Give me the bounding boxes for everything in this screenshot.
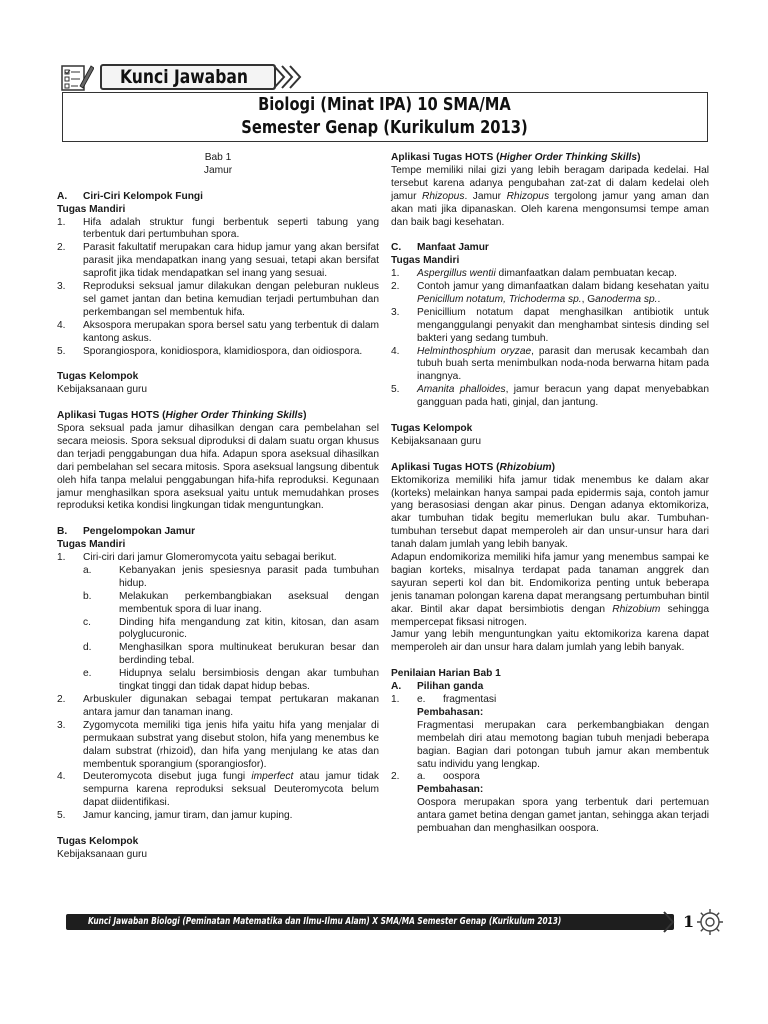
right-column xyxy=(391,152,709,836)
paragraph: Adapun endomikoriza memiliki hifa jamur yang menembus sampai ke bagian korteks, misalnya terdapat pada tanaman anggrek dan sayuran seperti kol dan bit. Endomikoriza penting untuk beberapa jenis tanaman polongan karena dapat merangsang pertumbuhan bintil akar. Bintil akar dapat bersimbiotis dengan Rhizobium sehingga mempercepat fiksasi nitrogen. xyxy=(391,552,709,628)
hots-heading: Aplikasi Tugas HOTS (Higher Order Thinking Skills) xyxy=(57,410,307,422)
explanation-label: Pembahasan: xyxy=(417,784,484,796)
list-item: 5. Jamur kancing, jamur tiram, dan jamur kuping. xyxy=(57,810,293,822)
sub-list-item: e. Hidupnya selalu bersimbiosis dengan akar tumbuhan tingkat tinggi dan tidak dapat hidup bebas. xyxy=(83,668,379,693)
paragraph: Ektomikoriza memiliki hifa jamur tidak menembus ke dalam akar (korteks) melainkan hanya sampai pada epidermis saja, contoh jamur yang berasosiasi dengan akar pinus. Dengan adanya ektomikoriza, akar tumbuhan tidak begitu memerlukan bulu akar. Tumbuhan-tumbuhan tersebut dapat memperoleh air dan unsur-unsur hara dari tanah dalam jumlah yang lebih banyak. xyxy=(391,474,709,551)
title-line-1: Biologi (Minat IPA) 10 SMA/MA xyxy=(257,95,511,115)
explanation-text: Fragmentasi merupakan cara perkembangbiakan dengan membelah diri atau memotong bagian tubuh menjadi beberapa bagian. Bagian dari potongan tubuh jamur akan membentuk satu individu yang lengkap. xyxy=(417,719,709,770)
chapter-title: Jamur xyxy=(203,164,233,176)
answer-item: 1. e. fragmentasi xyxy=(391,694,497,705)
hots-heading: Aplikasi Tugas HOTS (Rhizobium) xyxy=(391,461,555,473)
subheading: Tugas Kelompok xyxy=(57,835,139,847)
explanation-text: Oospora merupakan spora yang terbentuk dari pertemuan antara gamet betina dengan gamet jantan, sehingga akan terjadi pembuahan dan menghasilkan oospora. xyxy=(417,797,709,835)
list-item: 4. Helminthosphium oryzae, parasit dan merusak kecambah dan tubuh buah serta menimbulkan noda-noda berwarna hitam pada inangnya. xyxy=(391,345,709,383)
list-item: 5. Sporangiospora, konidiospora, klamidiospora, dan oidiospora. xyxy=(57,345,363,357)
list-item: 1. Ciri-ciri dari jamur Glomeromycota yaitu sebagai berikut. xyxy=(57,552,337,564)
list-item: 3. Penicillium notatum dapat menghasilkan antibiotik untuk menganggulangi penyakit dan menghambat sintesis dinding sel bakteri yang sedang tumbuh. xyxy=(391,306,709,344)
page-number: 1 xyxy=(683,912,695,931)
chapter-number: Bab 1 xyxy=(204,152,232,163)
sub-list-item: d. Menghasilkan spora multinukeat berukuran besar dan berdinding tebal. xyxy=(83,642,379,667)
answer-item: 2. a. oospora xyxy=(391,771,480,783)
subheading: Tugas Kelompok xyxy=(57,371,139,383)
sub-list-item: c. Dinding hifa mengandung zat kitin, kitosan, dan asam polyglucuronic. xyxy=(83,616,379,641)
title-line-2: Semester Genap (Kurikulum 2013) xyxy=(240,118,528,138)
left-column xyxy=(57,152,379,862)
hots-heading: Aplikasi Tugas HOTS (Higher Order Thinking Skills) xyxy=(391,152,641,163)
subheading: Tugas Mandiri xyxy=(57,203,126,215)
list-item: 2. Parasit fakultatif merupakan cara hidup jamur yang akan bersifat parasit jika mendapatkan inang yang sesuai, tetapi akan bersifat saprofit jika tidak mendapatkan sel inang yang sesuai. xyxy=(57,242,379,280)
footer-text: Kunci Jawaban Biologi (Peminatan Matematika dan Ilmu-Ilmu Alam) X SMA/MA Semester Genap (Kurikulum 2013) xyxy=(88,916,562,927)
section-heading: A. Pilihan ganda xyxy=(391,681,484,693)
section-heading: C. Manfaat Jamur xyxy=(391,242,489,254)
list-item: 2. Contoh jamur yang dimanfaatkan dalam bidang kesehatan yaitu Penicillum notatum, Trichoderma sp., Ganoderma sp.. xyxy=(391,281,709,305)
explanation-label: Pembahasan: xyxy=(417,706,484,718)
list-item: 3. Zygomycota memiliki tiga jenis hifa yaitu hifa yang menjalar di permukaan substrat yang disebut stolon, hifa yang menembus ke dalam substrat (rhizoid), dan hifa yang menjulang ke atas dan membentuk sporangium (sporangiosfor). xyxy=(57,719,379,770)
list-item: 1. Aspergillus wentii dimanfaatkan dalam pembuatan kecap. xyxy=(391,268,677,280)
subheading: Tugas Kelompok xyxy=(391,423,473,434)
list-item: 3. Reproduksi seksual jamur dilakukan dengan peleburan nukleus sel gamet jantan dan betina kemudian terjadi pertumbuhan dan perkembangan sel membentuk hifa. xyxy=(57,281,379,318)
checklist-pencil-icon xyxy=(60,62,94,92)
sub-list-item: b. Melakukan perkembangbiakan aseksual dengan membentuk spora di luar inang. xyxy=(83,590,379,615)
section-heading: B. Pengelompokan Jamur xyxy=(57,526,196,538)
paragraph: Jamur yang lebih menguntungkan yaitu ektomikoriza karena dapat memperoleh air dan unsur hara dalam jumlah yang lebih banyak. xyxy=(391,629,709,654)
list-item: 4. Aksospora merupakan spora bersel satu yang terbentuk di dalam kantong askus. xyxy=(57,319,379,344)
chevron-right-icon xyxy=(272,64,302,90)
header-banner-label: Kunci Jawaban xyxy=(120,66,248,88)
list-item: 5. Amanita phalloides, jamur beracun yang dapat menyebabkan gangguan pada hati, ginjal, dan jantung. xyxy=(391,384,709,409)
paragraph: Kebijaksanaan guru xyxy=(57,848,148,860)
paragraph: Kebijaksanaan guru xyxy=(391,435,482,447)
gear-icon xyxy=(694,906,726,938)
list-item: 1. Hifa adalah struktur fungi berbentuk seperti tabung yang terbentuk dari pertumbuhan spora. xyxy=(57,216,379,241)
list-item: 2. Arbuskuler digunakan sebagai tempat pertukaran makanan antara jamur dan tanaman inang. xyxy=(57,694,379,718)
paragraph: Tempe memiliki nilai gizi yang lebih beragam daripada kedelai. Hal tersebut karena adanya pengubahan zat-zat di dalam kedelai oleh jamur Rhizopus. Jamur Rhizopus tergolong jamur yang aman dan akan mati jika dipanaskan. Oleh karena mengonsumsi tempe aman dan baik bagi kesehatan. xyxy=(391,164,709,228)
paragraph: Spora seksual pada jamur dihasilkan dengan cara pembelahan sel secara meiosis. Spora seksual diproduksi di dalam suatu organ khusus dan terjadi penggabungan dua hifa. Adapun spora aseksual dihasilkan dari pembelahan sel secara mitosis. Spora aseksual langsung dibentuk oleh hifa tanpa melalui penggabungan hifa-hifa reproduksi. Kegunaan jamur menghasilkan spora aseksual yaitu untuk memudahkan proses reproduksi ketika kondisi lingkungan tidak menguntungkan. xyxy=(57,422,379,512)
sub-list-item: a. Kebanyakan jenis spesiesnya parasit pada tumbuhan hidup. xyxy=(83,564,379,589)
paragraph: Kebijaksanaan guru xyxy=(57,384,148,396)
list-item: 4. Deuteromycota disebut juga fungi imperfect atau jamur tidak sempurna karena reproduksi seksual Deuteromycota belum dapat diidentifikasi. xyxy=(57,771,379,809)
subheading: Tugas Mandiri xyxy=(57,539,126,551)
section-heading: A. Ciri-Ciri Kelompok Fungi xyxy=(57,190,203,202)
subheading: Tugas Mandiri xyxy=(391,255,460,267)
subheading: Penilaian Harian Bab 1 xyxy=(391,668,501,680)
